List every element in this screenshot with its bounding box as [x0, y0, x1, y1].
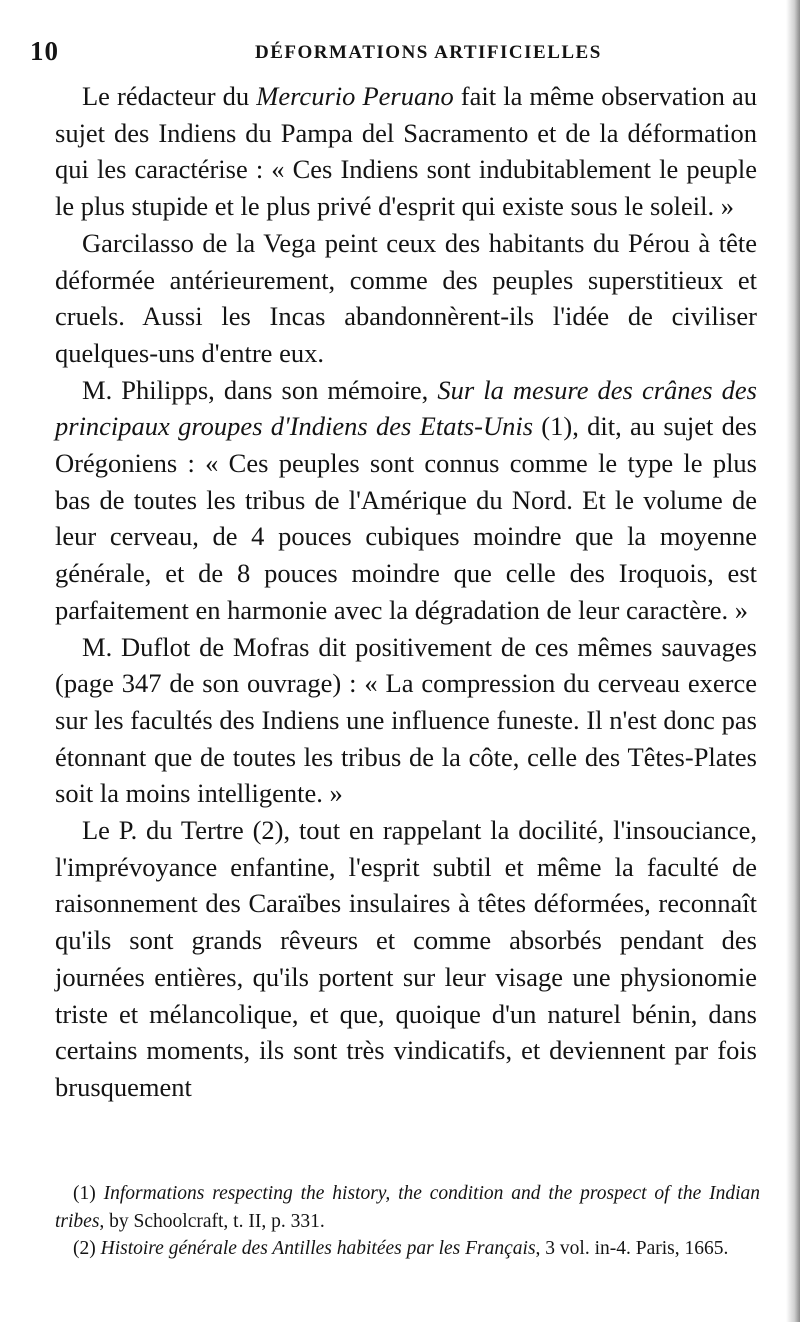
page-edge-shadow	[786, 0, 800, 1322]
paragraph-philipps: M. Philipps, dans son mémoire, Sur la mesure des crânes des principaux groupes d'Indiens des Etats-Unis (1), dit, au sujet des Orégoniens : « Ces peuples sont connus comme le type le plus bas de toutes les tribus de l'Amérique du Nord. Et le volume de leur cerveau, de 4 pouces cubiques moindre que la moyenne générale, et de 8 pouces moindre que celle des Iroquois, est parfaitement en harmonie avec la dégradation de leur caractère. »	[55, 374, 757, 625]
running-head: DÉFORMATIONS ARTIFICIELLES	[255, 42, 602, 63]
paragraph-du-tertre: Le P. du Tertre (2), tout en rappelant la docilité, l'insouciance, l'imprévoyance enfantine, l'esprit subtil et même la faculté de raisonnement des Caraïbes insulaires à têtes déformées, reconnaît qu'ils sont grands rêveurs et comme absorbés pendant des journées entières, qu'ils portent sur leur visage une physionomie triste et mélancolique, et que, quoique d'un naturel bénin, dans certains moments, ils sont très vindicatifs, et deviennent par fois brusquement	[55, 815, 757, 1102]
footnote-marker: (2)	[73, 1238, 101, 1259]
footnote-1: (1) Informations respecting the history, the condition and the prospect of the Indian tribes, by Schoolcraft, t. II, p. 331.	[55, 1183, 760, 1232]
footnote-title: Informations respecting the history, the condition and the prospect of the Indian tribes,	[55, 1183, 760, 1232]
footnote-title: Histoire générale des Antilles habitées par les Français	[100, 1238, 536, 1259]
paragraph-mercurio: Le rédacteur du Mercurio Peruano fait la même observation au sujet des Indiens du Pampa del Sacramento et de la déformation qui les caractérise : « Ces Indiens sont indubitablement le peuple le plus stupide et le plus privé d'esprit qui existe sous le soleil. »	[55, 81, 757, 222]
page-header	[30, 36, 760, 68]
page-number: 10	[30, 36, 59, 66]
body-text	[55, 78, 757, 1106]
cited-title: Sur la mesure des crânes des principaux groupes d'Indiens des Etats-Unis	[55, 374, 757, 442]
footnote-2: (2) Histoire générale des Antilles habitées par les Français, 3 vol. in-4. Paris, 1665.	[73, 1238, 729, 1259]
paragraph-garcilasso: Garcilasso de la Vega peint ceux des habitants du Pérou à tête déformée antérieurement, comme des peuples superstitieux et cruels. Aussi les Incas abandonnèrent-ils l'idée de civiliser quelques-uns d'entre eux.	[55, 227, 757, 368]
footnotes	[55, 1180, 760, 1263]
cited-title: Mercurio Peruano	[256, 81, 454, 111]
footnote-marker: (1)	[73, 1183, 104, 1204]
paragraph-duflot: M. Duflot de Mofras dit positivement de ces mêmes sauvages (page 347 de son ouvrage) : « La compression du cerveau exerce sur les facultés des Indiens une influence funeste. Il n'est donc pas étonnant que de toutes les tribus de la côte, celle des Têtes-Plates soit la moins intelligente. »	[55, 631, 757, 809]
